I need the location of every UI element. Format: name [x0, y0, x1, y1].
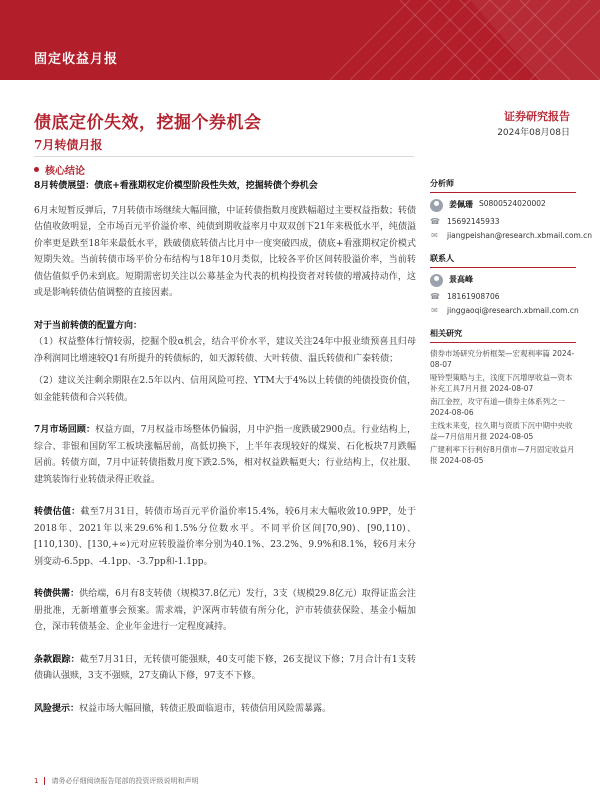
- config-item-1: （1）权益整体行情较弱，挖掘个股α机会，结合平价水平，建议关注24年中报业绩预喜且归母净利润同比增速较Q1有所提升的转债标的，如天源转债、大叶转债、温氏转债和广泰转债；: [34, 337, 416, 364]
- header-banner: [0, 0, 600, 80]
- valuation-text: 截至7月31日，转债市场百元平价溢价率15.4%，较6月末大幅收敛10.9PP，处于2018年、2021年以来29.6%和1.5%分位数水平。不同平价区间[70,90)、[90,110)、[110,130)、[130,+∞)元对应转股溢价率分别为40.1%、23.2%、9.9%和8.1%，较6月末分别变动-6.5pp、-4.1pp、-3.7pp和-1.1pp。: [34, 507, 416, 567]
- related-research-heading: 相关研究: [430, 328, 576, 343]
- footer-divider: [44, 777, 45, 785]
- risk-paragraph: [34, 701, 416, 718]
- config-heading: 对于当前转债的配置方向：: [34, 320, 143, 331]
- related-research-block: [430, 328, 576, 466]
- phone-icon: ☎: [430, 217, 440, 226]
- supply-demand-text: 供给端，6月有8支转债（规模37.8亿元）发行，3支（规模29.8亿元）取得证监会注册批准，无新增董事会预案。需求端，沪深两市转债有所分化，沪市转债获保险、基金小幅加仓，深市转债基金、企业年金进行一定程度减持。: [34, 589, 416, 632]
- analyst-name: 姜佩珊: [449, 200, 473, 209]
- divider: [34, 156, 414, 157]
- page-number: 1: [34, 777, 39, 785]
- supply-demand-paragraph: [34, 586, 416, 636]
- config-item-2: （2）建议关注剩余期限在2.5年以内、信用风险可控、YTM大于4%以上转债的纯债投资价值，如金能转债和合兴转债。: [34, 376, 416, 403]
- analyst-email[interactable]: jiangpeishan@research.xbmail.com.cn: [447, 231, 593, 240]
- main-body: [34, 178, 416, 723]
- risk-text: 权益市场大幅回撤，转债正股面临退市，转债信用风险需暴露。: [79, 703, 332, 714]
- related-research-item[interactable]: 债券市场研究分析框架—宏观利率篇 2024-08-07: [430, 349, 575, 369]
- banner-decoration: [0, 0, 600, 80]
- footer-disclaimer: 请务必仔细阅读报告尾部的投资评级说明和声明: [51, 777, 199, 785]
- market-review-text: 权益方面，7月权益市场整体仍偏弱，月中沪指一度跌破2900点。行业结构上，综合、非银和国防军工板块涨幅居前，高低切换下，上半年表现较好的煤炭、石化板块7月跌幅居前。转债方面，7月中证转债指数月度下跌2.5%，相对权益跌幅更大；行业结构上，仅社服、建筑装饰行业转债录得正收益。: [34, 425, 416, 485]
- contact-avatar-icon: [430, 274, 443, 287]
- contact-email[interactable]: jinggaoqi@research.xbmail.com.cn: [447, 306, 579, 315]
- contact-name: 景高峰: [449, 275, 473, 284]
- sidebar: [430, 178, 593, 478]
- outlook-paragraph: 6月末短暂反弹后，7月转债市场继续大幅回撤，中证转债指数月度跌幅超过主要权益指数；转债估值收敛明显，全市场百元平价溢价率、纯债到期收益率月中双双创下21年来极低水平，纯债溢价率更是跌至18年来最低水平，跌破债底转债占比月中一度突破四成，债底+看涨期权定价模式短期失效。当前转债市场平价分布结构与18年10月类似，比较各平价区间转股溢价率，当前转债估值似乎仍未到底。短期需密切关注以公募基金为代表的机构投资者对转债的增减持动作，这或是影响转债估值调整的直接因素。: [34, 205, 416, 298]
- related-research-item[interactable]: 主线未来变，拉久期与资质下沉中期中央收益—7月信用月报 2024-08-05: [430, 421, 573, 441]
- clause-tracking-paragraph: [34, 652, 416, 685]
- outlook-lead: 8月转债展望：债底+看涨期权定价模型阶段性失效，挖掘转债个券机会: [34, 181, 318, 191]
- analyst-phone: 15692145933: [447, 217, 500, 226]
- market-review-paragraph: [34, 422, 416, 488]
- valuation-paragraph: [34, 504, 416, 570]
- contact-phone: 18161908706: [447, 292, 500, 301]
- contact-email-row: [430, 305, 579, 316]
- analyst-entry: [430, 199, 576, 212]
- contact-entry: [430, 274, 576, 287]
- analyst-cert: S0800524020002: [479, 199, 546, 208]
- analyst-email-row: [430, 230, 593, 241]
- section-heading: [34, 162, 85, 177]
- report-title: 债底定价失效，挖掘个券机会: [34, 113, 262, 133]
- report-type-label: 证券研究报告: [504, 110, 570, 123]
- contact-heading: 联系人: [430, 253, 576, 268]
- related-research-item[interactable]: 广建利率下行利好8月债市—7月固定收益月报 2024-08-05: [430, 445, 575, 465]
- section-heading-label: 核心结论: [45, 166, 85, 177]
- clause-tracking-text: 截至7月31日，无转债可能强赎，40支可能下修，26支提议下修；7月合计有1支转债确认强赎，3支不强赎，27支确认下修，97支不下修。: [34, 654, 416, 681]
- analyst-block: [430, 178, 593, 241]
- phone-icon: ☎: [430, 292, 440, 301]
- clause-tracking-label: 条款跟踪：: [34, 654, 80, 665]
- report-subtitle: 7月转债月报: [34, 138, 103, 152]
- contact-block: [430, 253, 579, 316]
- report-date: 2024年08月08日: [497, 128, 570, 138]
- page-footer: [34, 776, 198, 786]
- analyst-heading: 分析师: [430, 178, 576, 193]
- risk-label: 风险提示：: [34, 703, 80, 714]
- contact-phone-row: [430, 291, 576, 302]
- bullet-icon: [34, 167, 39, 172]
- email-icon: ✉: [431, 306, 438, 315]
- supply-demand-label: 转债供需：: [34, 589, 80, 599]
- market-review-label: 7月市场回顾：: [34, 425, 96, 435]
- email-icon: ✉: [431, 231, 438, 240]
- related-research-item[interactable]: 南江金控，攻守有道—债券主体系列之一 2024-08-06: [430, 397, 565, 417]
- report-series-title: 固定收益月报: [34, 52, 119, 67]
- related-research-item[interactable]: 哑铃型策略与主，浅度下沉增厚收益—资本补充工具7月月报 2024-08-07: [430, 373, 573, 393]
- valuation-label: 转债估值：: [34, 507, 81, 517]
- analyst-avatar-icon: [430, 199, 443, 212]
- analyst-phone-row: [430, 216, 576, 227]
